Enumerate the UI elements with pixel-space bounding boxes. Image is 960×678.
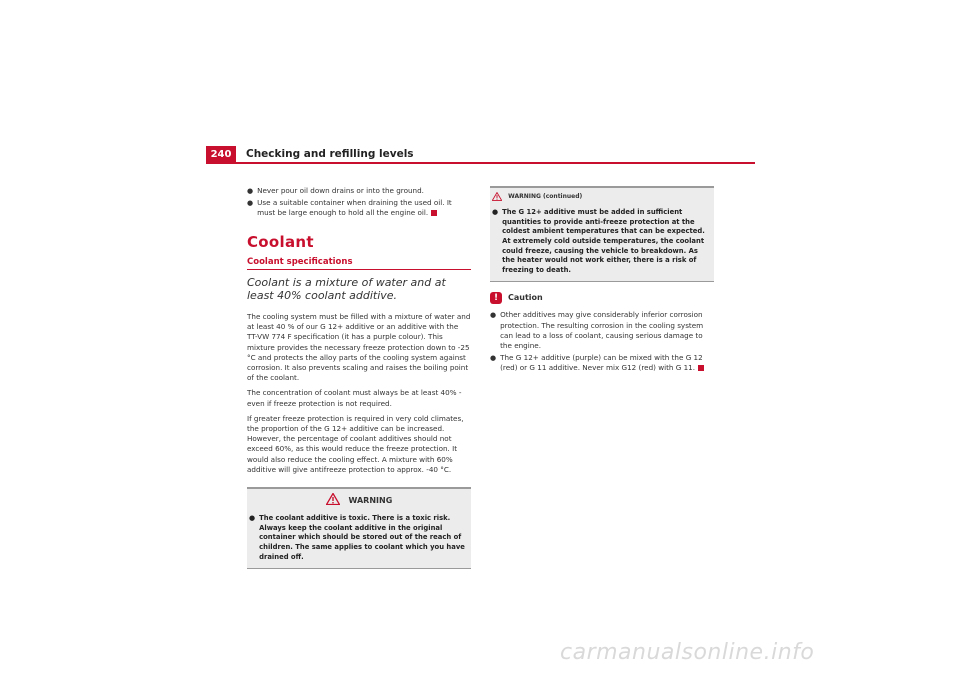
running-head: Checking and refilling levels — [246, 148, 414, 160]
warning-text: The G 12+ additive must be added in sufficient quantities to provide anti-freeze protection at the coldest ambient temperatures that can be expected. At extremely cold outside temperatures, the coolant could freeze, causing the vehicle to breakdown. As the heater would not work either, there is a risk of freezing to death. — [502, 208, 705, 274]
bullet-icon: ● — [247, 199, 254, 208]
caution-text: Other additives may give considerably inferior corrosion protection. The resulting corrosion in the cooling system can lead to a loss of coolant, causing serious damage to the engine. — [500, 310, 704, 350]
bullet-icon: ● — [249, 514, 256, 523]
caution-title-row — [490, 292, 714, 304]
caution-text: The G 12+ additive (purple) can be mixed with the G 12 (red) or G 11 additive. Never mix G12 (red) with G 11. — [500, 353, 703, 373]
warning-box — [247, 487, 471, 569]
warning-text: The coolant additive is toxic. There is a toxic risk. Always keep the coolant additive in the original container which should be stored out of the reach of children. The same applies to coolant which you have drained off. — [259, 514, 465, 561]
warning-triangle-icon — [326, 493, 340, 508]
warning-item — [249, 514, 469, 562]
warning-triangle-icon — [492, 192, 502, 201]
left-column — [247, 186, 471, 569]
bullet-text: Never pour oil down drains or into the ground. — [257, 186, 424, 195]
paragraph: If greater freeze protection is required in very cold climates, the proportion of the G 12+ additive can be increased. However, the percentage of coolant additives should not exceed 60%, as this would reduce the freeze protection. It would also reduce the cooling effect. A mixture with 60% additive will give antifreeze protection to approx. -40 °C. — [247, 413, 464, 474]
page-number: 240 — [206, 146, 236, 164]
warning-continued-title-row — [492, 192, 712, 202]
warning-title: WARNING — [348, 496, 393, 506]
lead-text: Coolant is a mixture of water and at least 40% coolant additive. — [247, 276, 446, 303]
list-item — [247, 198, 471, 218]
list-item — [247, 186, 471, 196]
caution-title: Caution — [508, 293, 543, 303]
section-title: Coolant — [247, 232, 314, 251]
caution-icon: ! — [490, 292, 502, 304]
warning-item — [492, 208, 712, 275]
warning-continued-box — [490, 186, 714, 282]
bullet-icon: ● — [490, 354, 497, 363]
bullet-icon: ● — [490, 311, 497, 320]
end-of-section-icon — [431, 210, 437, 216]
warning-title-row — [249, 493, 469, 508]
warning-continued-title: WARNING (continued) — [508, 193, 583, 200]
list-item — [490, 353, 714, 373]
bullet-text: Use a suitable container when draining the used oil. It must be large enough to hold all the engine oil. — [257, 198, 452, 218]
list-item — [490, 310, 714, 351]
subsection-title: Coolant specifications — [247, 257, 471, 270]
right-column — [490, 186, 714, 376]
header-rule — [206, 162, 755, 164]
paragraph: The cooling system must be filled with a mixture of water and at least 40 % of our G 12+ additive or an additive with the TT-VW 774 F specification (it has a purple colour). This mixture provides the necessary freeze protection down to -25 °C and protects the alloy parts of the cooling system against corrosion. It also prevents scaling and raises the boiling point of the coolant. — [247, 312, 471, 383]
bullet-icon: ● — [247, 187, 254, 195]
end-of-section-icon — [698, 365, 704, 371]
paragraph: The concentration of coolant must always be at least 40% - even if freeze protection is not required. — [247, 388, 462, 408]
watermark: carmanualsonline.info — [560, 640, 815, 665]
bullet-icon: ● — [492, 208, 499, 217]
